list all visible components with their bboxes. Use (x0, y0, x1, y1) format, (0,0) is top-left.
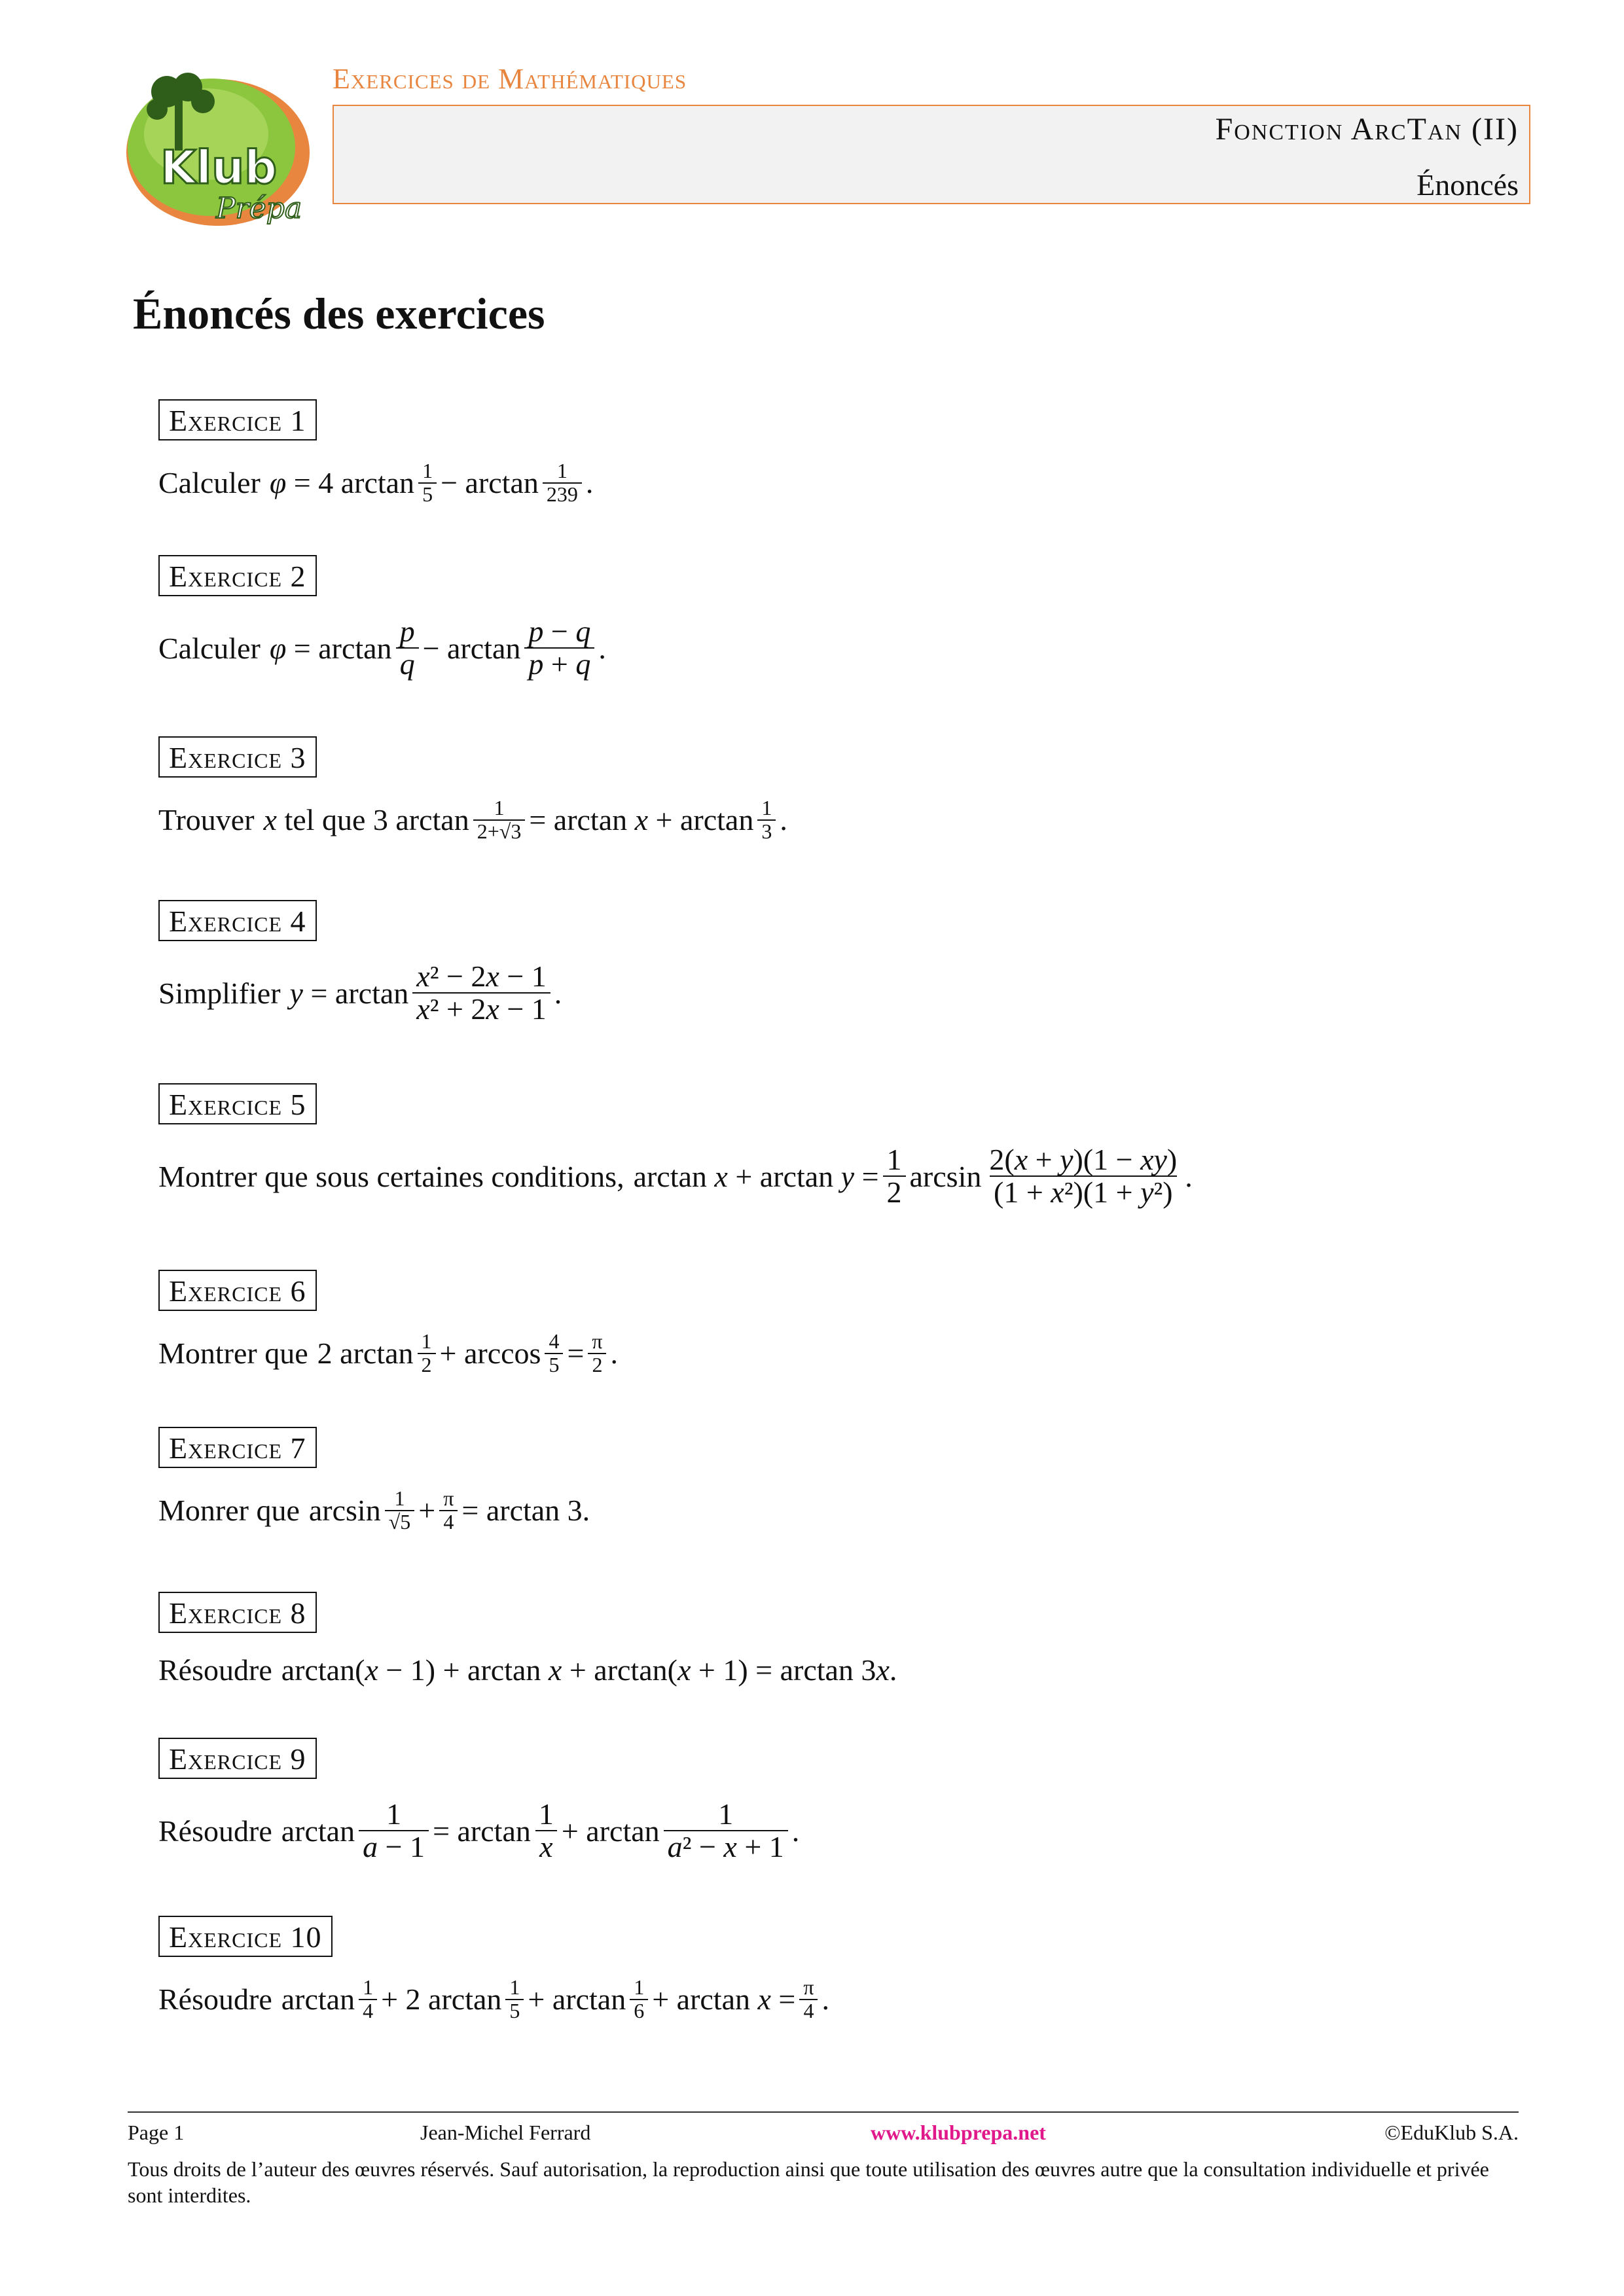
page-number: Page 1 (128, 2121, 185, 2144)
exercise-label: Exercice 1 (158, 399, 317, 440)
klubprepa-logo (115, 62, 314, 229)
exercise-statement: Résoudre arctan(x − 1) + arctan x + arctan(x + 1) = arctan 3x. (158, 1653, 897, 1687)
exercise-statement: Monrer que arcsin $\frac{1}{√5}$ + $\frac{\pi}{4}$ = arctan 3. (158, 1486, 590, 1534)
website-link[interactable]: www.klubprepa.net (871, 2121, 1046, 2144)
exercise-label: Exercice 3 (158, 736, 317, 778)
exercise-statement: Simplifier y = arctan $\frac{\text{x² − 2x − 1}}{\text{x² + 2x − 1}}$ . (158, 960, 562, 1026)
exercise-statement: Résoudre arctan $\frac{1}{a - 1}$ = arctan $\frac{1}{x}$ + arctan $\frac{1}{\text{a² − x + 1}}$ . (158, 1797, 800, 1864)
exercise-label: Exercice 6 (158, 1270, 317, 1311)
exercise-5 (158, 1083, 1193, 1209)
exercise-3 (158, 736, 787, 842)
exercise-statement: Résoudre arctan $\frac{1}{4}$ + 2 arctan $\frac{1}{5}$ + arctan $\frac{1}{6}$ + arctan x = $\frac{\pi}{4}$ . (158, 1975, 830, 2022)
author-name: Jean-Michel Ferrard (420, 2121, 591, 2144)
exercise-statement: Montrer que 2 arctan $\frac{1}{2}$ + arccos $\frac{4}{5}$ = $\frac{\pi}{2}$ . (158, 1329, 619, 1376)
document-subtitle: Énoncés (1416, 168, 1519, 202)
exercise-10 (158, 1916, 829, 2022)
exercise-statement: Calculer φ = 4 arctan $\frac{1}{5}$ − arctan $\frac{1}{239}$ . (158, 459, 594, 506)
exercise-label: Exercice 4 (158, 900, 317, 941)
exercise-2 (158, 555, 606, 681)
copyright-notice: ©EduKlub S.A. (1384, 2121, 1519, 2144)
exercise-statement: Montrer que sous certaines conditions, arctan x + arctan y = $\frac{1}{2}$ arcsin $\frac{2(x + y)(1 - xy)}{\text{(1 + x²)(1 + y²)}}$ . (158, 1143, 1193, 1210)
exercise-label: Exercice 8 (158, 1592, 317, 1633)
exercise-statement: Calculer φ = arctan $\frac{p}{q}$ − arctan $\frac{p - q}{p + q}$ . (158, 615, 606, 681)
exercise-label: Exercice 5 (158, 1083, 317, 1124)
series-title: Exercices de Mathématiques (333, 63, 687, 95)
exercise-4 (158, 900, 562, 1026)
exercise-label: Exercice 9 (158, 1738, 317, 1779)
exercise-9 (158, 1738, 799, 1863)
header-box (333, 105, 1530, 204)
page-title: Énoncés des exercices (133, 289, 545, 338)
exercise-label: Exercice 7 (158, 1427, 317, 1468)
rights-notice: Tous droits de l’auteur des œuvres réservés. Sauf autorisation, la reproduction ainsi que toute utilisation des œuvres autre que la consultation individuelle et privée sont interdites. (128, 2157, 1489, 2207)
exercise-7 (158, 1427, 590, 1533)
exercise-statement: Trouver x tel que 3 arctan $\frac{1}{2+√3}$ = arctan x + arctan $\frac{1}{3}$ . (158, 796, 787, 843)
logo-klub-text: Klub (160, 141, 278, 194)
document-title: Fonction ArcTan (II) (1215, 112, 1519, 147)
exercise-1 (158, 399, 593, 505)
exercise-6 (158, 1270, 618, 1376)
footer-divider (128, 2111, 1519, 2113)
exercise-label: Exercice 2 (158, 555, 317, 596)
exercise-8 (158, 1592, 897, 1687)
logo-prepa-text: Prépa (216, 192, 302, 225)
exercise-label: Exercice 10 (158, 1916, 333, 1957)
